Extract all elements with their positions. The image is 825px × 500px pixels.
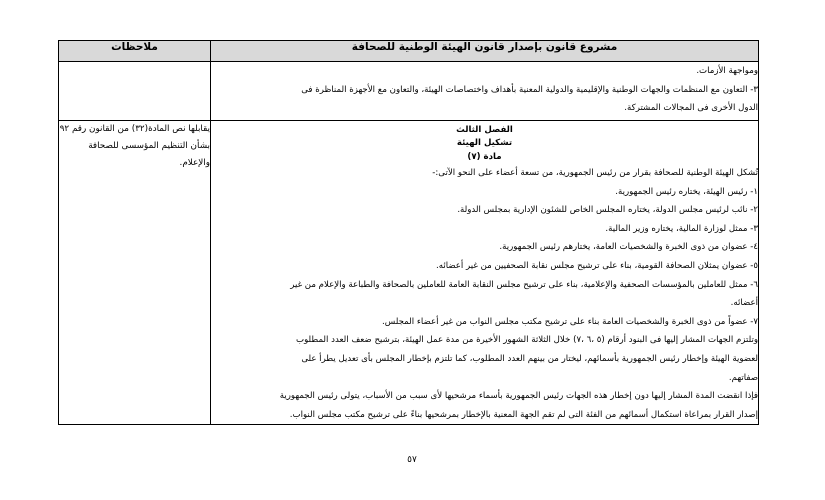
notes-cell [59, 62, 211, 121]
table-row [59, 62, 759, 121]
text-line: ٣- التعاون مع المنظمات والجهات الوطنية والإقليمية والدولية المعنية بأهداف واختصاصات الهيئة، والتعاون مع الأجهزة المناظرة فى [301, 84, 758, 95]
text-line: ومواجهة الأزمات. [696, 66, 758, 76]
article-intro: تُشكل الهيئة الوطنية للصحافة بقرار من رئيس الجمهورية، من تسعة أعضاء على النحو الآتى:- [432, 168, 758, 178]
chapter-title: تشكيل الهيئة [456, 138, 513, 148]
list-item: ٥- عضوان يمثلان الصحافة القومية، بناء على ترشيح مجلس نقابة الصحفيين من غير أعضائه. [436, 260, 758, 271]
main-cell [211, 62, 759, 121]
notes-column-header: ملاحظات [59, 41, 211, 62]
table-header-row [59, 41, 759, 62]
list-item: ٤- عضوان من ذوى الخبرة والشخصيات العامة، يختارهم رئيس الجمهورية. [499, 242, 758, 253]
paragraph-line: لعضوية الهيئة وإخطار رئيس الجمهورية بأسمائهم، ليختار من بينهم العدد المطلوب، كما تلتزم بإخطار المجلس بأى تعديل يطرأ على [301, 353, 758, 364]
notes-cell [59, 121, 211, 425]
main-cell [211, 121, 759, 425]
law-comparison-table [58, 40, 759, 425]
list-item: ١- رئيس الهيئة، يختاره رئيس الجمهورية. [615, 186, 758, 197]
paragraph-line: إصدار القرار بمراعاة استكمال أسمائهم من الفئة التى لم تقم الجهة المعنية بالإخطار بمرشحيها بناءً على ترشيح مكتب مجلس النواب. [289, 409, 758, 420]
article-heading: مادة (٧) [467, 152, 502, 162]
list-item: ٦- ممثل للعاملين بالمؤسسات الصحفية والإعلامية، بناء على ترشيح مجلس النقابة العامة للعاملين بالصحافة والطباعة والإعلام من غير [290, 279, 758, 290]
paragraph-line: فإذا انقضت المدة المشار إليها دون إخطار هذه الجهات رئيس الجمهورية بأسماء مرشحيها لأى سبب من الأسباب، يتولى رئيس الجمهورية [279, 391, 758, 402]
page-number: ٥٧ [407, 455, 417, 465]
note-text: يقابلها نص المادة(٣٢) من القانون رقم ٩٢ بشأن التنظيم المؤسسى للصحافة والإعلام. [59, 124, 210, 168]
list-item: أعضائه. [730, 298, 758, 309]
list-item: ٣- ممثل لوزارة المالية، يختاره وزير المالية. [605, 223, 758, 234]
table-row [59, 121, 759, 425]
list-item: ٢- نائب لرئيس مجلس الدولة، يختاره المجلس الخاص للشئون الإدارية بمجلس الدولة. [457, 205, 758, 216]
main-column-header: مشروع قانون بإصدار قانون الهيئة الوطنية للصحافة [211, 41, 759, 62]
chapter-heading: الفصل الثالث [456, 125, 513, 135]
list-item: ٧- عضواً من ذوى الخبرة والشخصيات العامة بناء على ترشيح مكتب مجلس النواب من غير أعضاء المجلس. [382, 316, 758, 327]
paragraph-line: وتلتزم الجهات المشار إليها فى البنود أرقام (٥ ،٦ ،٧) خلال الثلاثة الشهور الأخيرة من مدة عمل الهيئة، بترشيح ضعف العدد المطلوب [296, 335, 758, 346]
text-line: الدول الأخرى فى المجالات المشتركة. [624, 103, 758, 114]
paragraph-line: صفاتهم. [728, 372, 758, 383]
